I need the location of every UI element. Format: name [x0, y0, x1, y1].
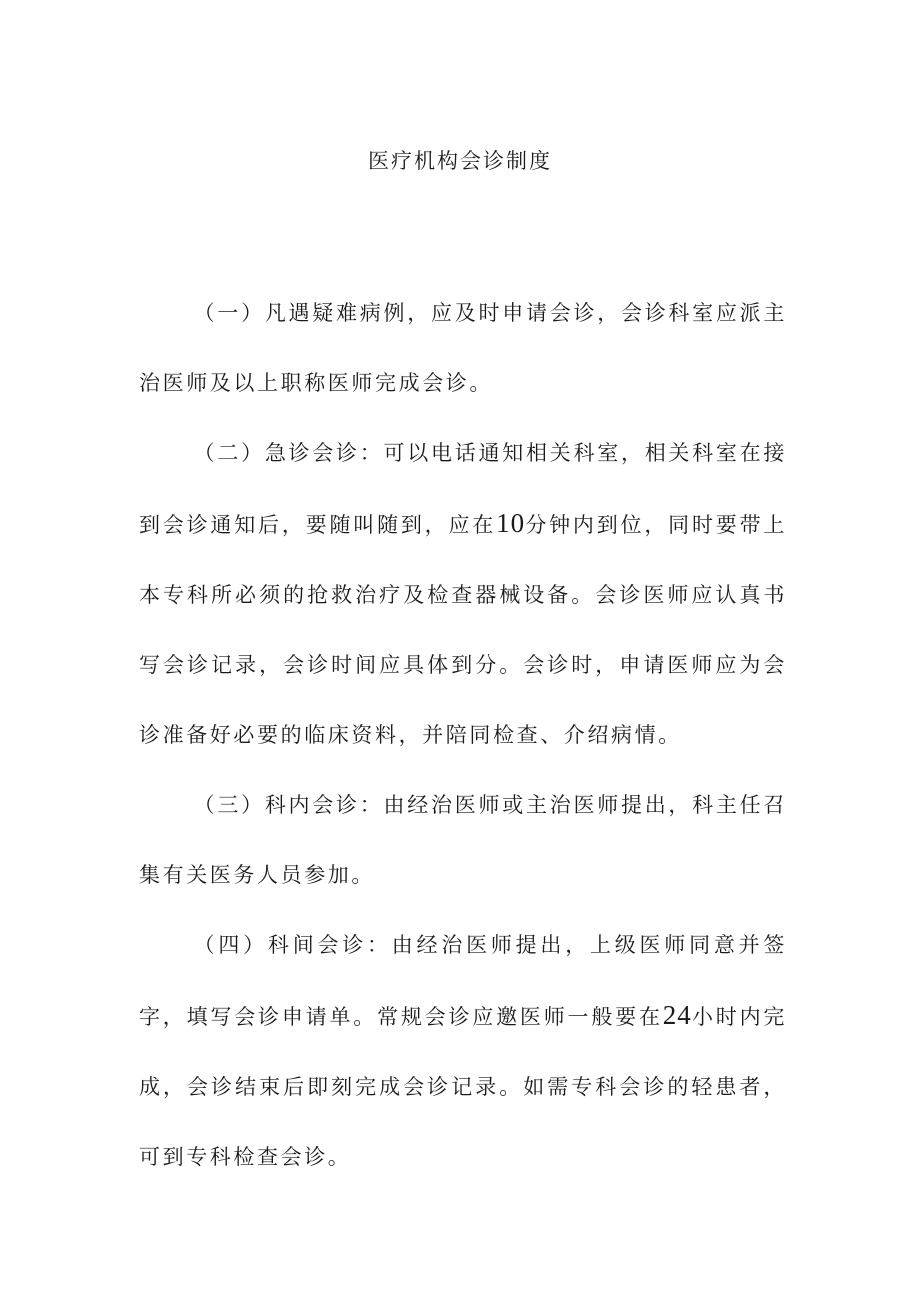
paragraph-4-text-before: （四）科间会诊：由经治医师提出，上级医师同意并签字，填写会诊申请单。常规会诊应邀医师一般要在	[139, 933, 787, 1029]
paragraph-2-text-after: 分钟内到位，同时要带上本专科所必须的抢救治疗及检查器械设备。会诊医师应认真书写会诊记录，会诊时间应具体到分。会诊时，申请医师应为会诊准备好必要的临床资料，并陪同检查、介绍病情。	[139, 513, 787, 747]
paragraph-4-number: 24	[662, 1000, 692, 1030]
paragraph-2-number: 10	[496, 508, 526, 538]
document-title: 医疗机构会诊制度	[368, 149, 552, 173]
document-body	[139, 278, 787, 1192]
paragraph-2	[139, 418, 787, 770]
paragraph-1	[139, 278, 787, 418]
paragraph-4-text-after: 小时内完成，会诊结束后即刻完成会诊记录。如需专科会诊的轻患者，可到专科检查会诊。	[139, 1005, 787, 1169]
paragraph-3-text: （三）科内会诊：由经治医师或主治医师提出，科主任召集有关医务人员参加。	[139, 793, 787, 887]
paragraph-3	[139, 770, 787, 910]
paragraph-4	[139, 910, 787, 1192]
paragraph-1-text: （一）凡遇疑难病例，应及时申请会诊，会诊科室应派主治医师及以上职称医师完成会诊。	[139, 301, 787, 395]
paragraph-2-text-before: （二）急诊会诊：可以电话通知相关科室，相关科室在接到会诊通知后，要随叫随到，应在	[139, 441, 787, 537]
